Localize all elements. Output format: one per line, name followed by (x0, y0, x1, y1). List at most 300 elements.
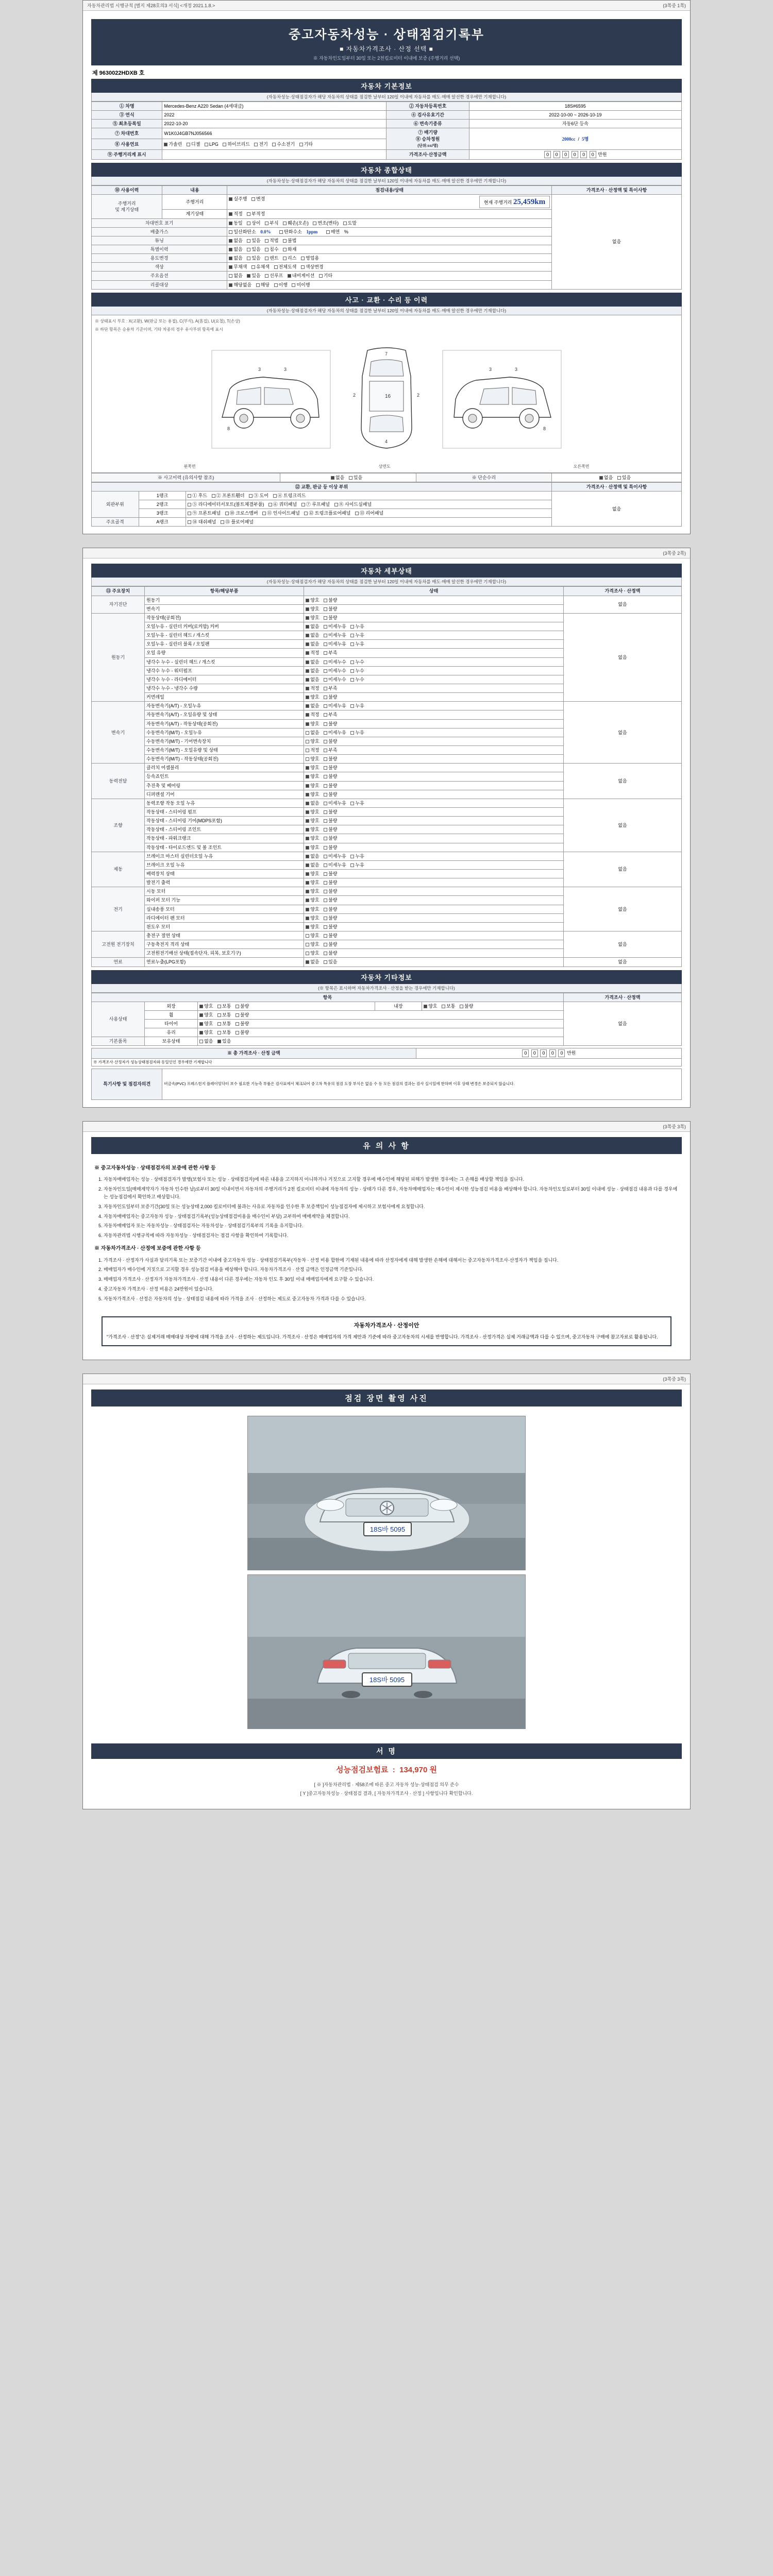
opt-leak[interactable] (350, 632, 364, 638)
opt-none[interactable] (306, 730, 319, 736)
opt-bad[interactable] (324, 826, 337, 833)
vin-opt-altered[interactable] (313, 220, 339, 226)
color-opt-full-repaint[interactable] (274, 264, 297, 270)
opt-micro-leak-label: 미세누유 (328, 730, 346, 735)
frame-item-side-sill-panel-label: ⑧ 사이드실패널 (339, 502, 372, 507)
opt-micro-leak[interactable] (324, 800, 346, 806)
basic-label-fuel: ⑧ 사용연료 (92, 139, 162, 150)
opt-insufficient[interactable] (324, 685, 337, 691)
basic-label-displacement (386, 128, 469, 149)
opt-good[interactable] (306, 915, 319, 921)
opt-leak[interactable] (350, 668, 364, 674)
detail-opts-st-0 (304, 799, 564, 807)
sheet-4-topbar (83, 1374, 690, 1384)
emission-opt-co-label: 일산화탄소 (233, 229, 256, 234)
opt-leak[interactable] (350, 853, 364, 859)
options-opt-etc-label: 기타 (323, 273, 333, 279)
table-row (92, 195, 682, 210)
opt-good[interactable] (306, 818, 319, 824)
frame-item-inside-panel[interactable] (262, 510, 300, 516)
opt-none[interactable] (306, 703, 319, 709)
options-opt-etc[interactable] (319, 273, 332, 279)
opt-micro-leak-label: 미세누유 (328, 641, 346, 647)
disp-label-text: ⑦ 배기량 (418, 130, 438, 135)
opt-leak[interactable] (350, 730, 364, 736)
opt-good-label: 양호 (310, 951, 320, 956)
opt-none[interactable] (306, 862, 319, 868)
etc-item-interior: 내장 (375, 1002, 422, 1010)
odo-opt-changed[interactable] (251, 196, 265, 202)
options-opt-none-label: 없음 (233, 273, 243, 279)
special-opt-fire[interactable] (283, 246, 296, 252)
frame-item-trunk-lid[interactable] (273, 493, 306, 499)
frame-items-4 (186, 518, 552, 527)
detail-group-powertrain: 동력전달 (92, 764, 145, 799)
opt-normal[interactable] (217, 1029, 231, 1036)
emission-smoke-value: % (344, 229, 348, 234)
accident-legend-1: ※ 상태표시 부호 : X(교환), W(판금 또는 용접), C(부식), A(흠집), U(요철), T(손상) (95, 318, 240, 324)
detail-item-engine-5: 냉각수 누수 - 실린더 헤드 / 개스킷 (145, 657, 304, 666)
detail-price-transmission: 없음 (563, 702, 681, 764)
opt-micro-leak[interactable] (324, 641, 346, 647)
opt-bad[interactable] (324, 606, 337, 612)
vin-opt-same[interactable] (229, 220, 242, 226)
opt-good[interactable] (306, 897, 319, 903)
recall-opt-applicable[interactable] (256, 282, 270, 288)
vin-opt-altered-label: 변조(변타) (317, 220, 339, 226)
opt-none[interactable] (306, 800, 319, 806)
frame-item-cross-member[interactable] (225, 510, 258, 516)
list-item: 2. 매매업자가 매수인에 거짓으로 고지할 경우 성능점검 비용을 배상해야 합니다. 자동차가격조사 · 산정 금액은 인정금액 기준입니다. (104, 1266, 679, 1274)
opt-micro-leak-label: 미세누유 (328, 703, 346, 709)
options-opt-navigation[interactable] (288, 273, 314, 279)
opt-good[interactable] (306, 950, 319, 956)
opt-leak[interactable] (350, 800, 364, 806)
sheet-3 (82, 1121, 691, 1360)
opt-micro-leak[interactable] (324, 623, 346, 630)
basic-label-car-name: ① 차명 (92, 102, 162, 111)
frame-item-front-panel[interactable] (188, 510, 221, 516)
detail-item-st-4: 작동상태 - 파워크랭크 (145, 834, 304, 843)
opt-good[interactable] (199, 1021, 213, 1027)
opt-bad-label: 불량 (328, 897, 338, 903)
opt-normal[interactable] (217, 1021, 231, 1027)
opt-good[interactable] (306, 606, 319, 612)
opt-bad[interactable] (236, 1021, 249, 1027)
tuning-opt-legal[interactable] (265, 238, 278, 244)
photo-list (91, 1406, 682, 1738)
tuning-opt-illegal[interactable] (283, 238, 296, 244)
opt-bad[interactable] (324, 941, 337, 947)
opt-good-label: 양호 (310, 756, 320, 762)
vin-opt-erased[interactable] (343, 220, 357, 226)
special-opt-yes[interactable] (247, 246, 260, 252)
opt-good[interactable] (199, 1029, 213, 1036)
opt-micro-leak[interactable] (324, 632, 346, 638)
tuning-opt-yes-label: 있음 (251, 238, 261, 243)
opt-leak[interactable] (350, 641, 364, 647)
opt-good-label: 양호 (310, 721, 320, 726)
opt-none[interactable] (306, 641, 319, 647)
special-opt-none-label: 없음 (233, 246, 243, 252)
frame-item-roof-panel-label: ⑦ 루프패널 (306, 502, 330, 507)
opt-none-label: 없음 (310, 624, 320, 630)
opt-insufficient[interactable] (324, 650, 337, 656)
detail-opts-pt-1 (304, 772, 564, 781)
opt-bad-label: 불량 (328, 738, 338, 744)
opt-none[interactable] (306, 676, 319, 683)
options-opt-sunroof[interactable] (265, 273, 283, 279)
odo-opt-actual[interactable] (229, 196, 247, 202)
opt-micro-leak[interactable] (324, 668, 346, 674)
opt-good[interactable] (306, 765, 319, 771)
opt-good[interactable] (306, 879, 319, 886)
frame-item-hood[interactable] (188, 493, 207, 499)
tuning-opt-none[interactable] (229, 238, 242, 244)
frame-cat-exterior: 외판부위 (92, 491, 139, 517)
opt-bad-label: 불량 (328, 827, 338, 833)
opt-adequate[interactable] (306, 747, 319, 753)
opt-bad-label: 불량 (328, 791, 338, 797)
usechange-opt-yes-label: 있음 (251, 256, 261, 261)
document-number: 제 9630022HDXB 호 (92, 70, 145, 76)
opt-bad[interactable] (324, 738, 337, 744)
opt-bad[interactable] (324, 950, 337, 956)
detail-item-pt-0: 클러치 어셈블리 (145, 764, 304, 772)
opt-bad[interactable] (324, 721, 337, 727)
disp-unit-text: (단위:cc/명) (417, 143, 438, 148)
opt-good[interactable] (424, 1003, 437, 1009)
opt-good[interactable] (306, 783, 319, 789)
color-opt-chromatic[interactable] (251, 264, 270, 270)
recall-opt-done[interactable] (274, 282, 288, 288)
opt-adequate[interactable] (306, 650, 319, 656)
opt-good[interactable] (306, 773, 319, 779)
meter-opt-bad[interactable] (247, 211, 265, 217)
etc-item-glass: 유리 (145, 1028, 198, 1037)
basic-value-odometer (162, 149, 386, 159)
opt-bad[interactable] (324, 773, 337, 779)
emission-opt-hc[interactable] (279, 229, 302, 235)
opt-bad[interactable] (236, 1012, 249, 1018)
notice-head-1: ※ 중고자동차성능 · 상태점검자의 보증에 관한 사항 등 (94, 1165, 216, 1171)
options-opt-yes[interactable] (247, 273, 260, 279)
etc-price-note: 없음 (563, 1002, 681, 1046)
opt-good[interactable] (306, 791, 319, 798)
options-opt-none[interactable] (229, 273, 242, 279)
table-row (92, 120, 682, 128)
tuning-opt-legal-label: 적법 (270, 238, 279, 243)
opt-adequate[interactable] (306, 711, 319, 718)
opt-normal[interactable] (217, 1012, 231, 1018)
accident-q2-yes[interactable] (617, 474, 631, 481)
opt-bad[interactable] (324, 906, 337, 912)
opt-bad[interactable] (324, 924, 337, 930)
opt-good[interactable] (306, 756, 319, 762)
frame-item-front-panel-label: ⑨ 프론트패널 (192, 511, 221, 516)
opt-good[interactable] (306, 738, 319, 744)
etc-cat-basic-items: 기본품목 (92, 1037, 145, 1046)
etc-item-tire: 타이어 (145, 1019, 198, 1028)
detail-opts-pt-2 (304, 781, 564, 790)
etc-item-possession: 보유상태 (145, 1037, 198, 1046)
detail-group-self-diagnosis: 자기진단 (92, 596, 145, 613)
section-detail-header: 자동차 세부상태 (91, 564, 682, 578)
fuel-option-diesel[interactable] (187, 141, 200, 147)
detail-group-engine: 원동기 (92, 613, 145, 701)
frame-item-dash-panel[interactable] (188, 519, 216, 525)
usechange-opt-rent[interactable] (265, 255, 278, 261)
opt-bad[interactable] (460, 1003, 473, 1009)
frame-item-floor-panel[interactable] (221, 519, 254, 525)
overall-row-color-opts (227, 263, 552, 272)
opt-bad[interactable] (324, 897, 337, 903)
opt-micro-leak[interactable] (324, 676, 346, 683)
opt-good-label: 양호 (310, 738, 320, 744)
opt-adequate[interactable] (306, 685, 319, 691)
opt-none[interactable] (199, 1038, 213, 1044)
opt-leak[interactable] (350, 676, 364, 683)
inspection-insurance-fee-label: 성능점검보험료 (336, 1765, 389, 1774)
opt-leak[interactable] (350, 703, 364, 709)
opt-leak-label: 누유 (355, 853, 364, 859)
car-diagram-captions (95, 464, 678, 469)
opt-leak[interactable] (350, 862, 364, 868)
frame-item-quarter-panel[interactable] (268, 501, 297, 507)
detail-group-electric: 전기 (92, 887, 145, 931)
opt-none-label: 없음 (204, 1039, 213, 1044)
usechange-opt-none[interactable] (229, 255, 242, 261)
opt-good[interactable] (306, 888, 319, 894)
detail-opts-engine-5 (304, 657, 564, 666)
detail-group-transmission: 변속기 (92, 702, 145, 764)
opt-good[interactable] (306, 906, 319, 912)
sheet-1-topbar (83, 1, 690, 11)
vin-opt-corroded[interactable] (265, 220, 278, 226)
opt-bad-label: 불량 (328, 818, 338, 824)
detail-opts-engine-2 (304, 631, 564, 640)
color-opt-achromatic[interactable] (229, 264, 247, 270)
frame-item-radiator-support[interactable] (188, 501, 264, 507)
opt-none[interactable] (306, 668, 319, 674)
opt-bad[interactable] (324, 809, 337, 815)
opt-micro-leak[interactable] (324, 659, 346, 665)
page-number-1: (3쪽중 1쪽) (663, 3, 686, 8)
recall-opt-na[interactable] (229, 282, 251, 288)
fuel-option-lpg[interactable] (205, 141, 219, 147)
list-item: 3. 자동차인도일부터 보증기간(30일 또는 성능상태 2,000 킬로미터에 불과는 사유로 자동차를 인수한 후 보증책임이 성능점검자에 제시하고 보험사에게 요청합니다. (104, 1203, 679, 1211)
opt-micro-leak[interactable] (324, 730, 346, 736)
fuel-option-hydrogen[interactable] (272, 141, 295, 147)
opt-bad[interactable] (324, 818, 337, 824)
vin-opt-erased-label: 도말 (347, 220, 357, 226)
table-row (92, 473, 682, 482)
opt-good[interactable] (306, 826, 319, 833)
people-label-text: ⑧ 승차정원 (415, 136, 440, 142)
overall-row-tuning-opts (227, 236, 552, 245)
fuel-option-ev[interactable] (254, 141, 267, 147)
opt-adequate-label: 적정 (310, 712, 320, 718)
fuel-option-other[interactable] (299, 141, 313, 147)
opt-bad[interactable] (324, 765, 337, 771)
frame-item-door[interactable] (249, 493, 268, 499)
opt-bad-label: 불량 (328, 942, 338, 947)
opt-bad[interactable] (324, 791, 337, 798)
emission-opt-co[interactable] (229, 229, 256, 235)
opt-none[interactable] (306, 659, 319, 665)
overall-row-odometer-label: 주행거리 및 계기상태 (92, 195, 162, 218)
opt-bad[interactable] (324, 933, 337, 939)
detail-price-brake: 없음 (563, 852, 681, 887)
frame-item-trunk-floor[interactable] (304, 510, 350, 516)
etc-item-exterior: 외장 (145, 1002, 198, 1010)
opt-normal[interactable] (217, 1003, 231, 1009)
price-survey-definition-box (102, 1316, 671, 1346)
fuel-option-hybrid[interactable] (223, 141, 249, 147)
opt-good[interactable] (306, 835, 319, 841)
opt-yes[interactable] (217, 1038, 231, 1044)
opt-good[interactable] (306, 871, 319, 877)
detail-opts-el-3 (304, 913, 564, 922)
detail-item-engine-0: 작동상태(공회전) (145, 613, 304, 622)
list-item: 1. 자동차매매업자는 성능 · 상태점검자가 발행(보험사 또는 성능 · 상태점검자)에 따른 내용을 고지하지 아니하거나 거짓으로 고지할 경우에 매수인에 해당된 피해가 발생한 경우에는 그 손해를 배상할 책임을 집니다. (104, 1176, 679, 1183)
opt-micro-leak[interactable] (324, 703, 346, 709)
detail-item-trans-6: 수동변속기(M/T) - 작동상태(공회전) (145, 755, 304, 764)
opt-bad-label: 불량 (328, 774, 338, 779)
opt-good[interactable] (306, 721, 319, 727)
opt-micro-leak[interactable] (324, 853, 346, 859)
accident-q2-none[interactable] (599, 474, 613, 481)
usechange-opt-business-label: 영업용 (305, 256, 320, 261)
fuel-option-gasoline[interactable] (164, 141, 182, 147)
etc-info-table (91, 993, 682, 1046)
opt-bad[interactable] (324, 888, 337, 894)
opt-good[interactable] (306, 615, 319, 621)
opt-none[interactable] (306, 959, 319, 965)
opt-good[interactable] (199, 1012, 213, 1018)
caption-top: 상면도 (378, 464, 391, 469)
frame-parts-table (91, 482, 682, 527)
detail-item-trans-3: 수동변속기(M/T) - 오일누유 (145, 728, 304, 737)
opt-good[interactable] (306, 809, 319, 815)
opt-bad[interactable] (324, 915, 337, 921)
list-item: 2. 자동차인도일(매매계약자가 자동차 인수한 날)로부터 30일 이내이면서 자동차의 주행거리가 2천 킬로미터 이내에 자동차의 성능 · 상태가 다른 경우, 자동차매매업자는 매수인이 제시한 성능점검 비용을 배상해야 합니다. 자동차인도일로부터 30일 이내에 성능 · 상태점검 내용과 다를 경우에는 성능점검에서 확인하고 배상합니다. (104, 1185, 679, 1201)
usechange-opt-business[interactable] (301, 255, 319, 261)
opt-leak[interactable] (350, 659, 364, 665)
opt-bad[interactable] (324, 615, 337, 621)
color-opt-full-repaint-label: 전체도색 (278, 264, 297, 270)
opt-good[interactable] (306, 924, 319, 930)
etc-item-wheel: 휠 (145, 1010, 198, 1019)
opt-good-label: 양호 (310, 606, 320, 612)
opt-bad[interactable] (236, 1029, 249, 1036)
svg-text:3: 3 (284, 366, 287, 372)
opt-bad[interactable] (324, 597, 337, 603)
total-price-note: ※ 가격조사·산정자가 성능상태점검자와 동일인인 경우에만 기재합니다 (92, 1058, 682, 1066)
opt-micro-leak[interactable] (324, 862, 346, 868)
vin-opt-damaged[interactable] (283, 220, 309, 226)
opt-good[interactable] (306, 694, 319, 700)
accident-legend-2: ※ 하단 항목은 승용차 기준이며, 기타 차종의 경우 유사부위 항목에 표시 (95, 327, 223, 332)
svg-text:8: 8 (543, 426, 546, 431)
inspection-insurance-fee-value: 134,970 원 (399, 1765, 437, 1774)
frame-item-side-sill-panel[interactable] (334, 501, 372, 507)
usechange-opt-yes[interactable] (247, 255, 260, 261)
usechange-opt-lease[interactable] (283, 255, 296, 261)
svg-text:3: 3 (258, 366, 261, 372)
basic-value-car-name: Mercedes-Benz A220 Sedan (4세대급) (162, 102, 386, 111)
opt-bad[interactable] (324, 879, 337, 886)
document-title: 중고자동차성능 · 상태점검기록부 (289, 28, 484, 42)
opt-good[interactable] (306, 597, 319, 603)
basic-value-plate: 18S#6595 (469, 102, 681, 111)
tuning-opt-illegal-label: 불법 (288, 238, 297, 243)
table-row (92, 764, 682, 772)
opt-adequate-label: 적정 (310, 748, 320, 753)
opt-bad-label: 불량 (328, 809, 338, 815)
opt-bad-label: 불량 (328, 880, 338, 886)
opt-normal[interactable] (442, 1003, 455, 1009)
opt-good[interactable] (199, 1003, 213, 1009)
recall-opt-notdone[interactable] (292, 282, 310, 288)
emission-opt-smoke[interactable] (326, 229, 340, 235)
basic-label-first-reg: ⑤ 최초등록일 (92, 120, 162, 128)
opt-none[interactable] (306, 853, 319, 859)
detail-opts-pt-0 (304, 764, 564, 772)
detail-item-trans-1: 자동변속기(A/T) - 오일유량 및 상태 (145, 710, 304, 719)
opt-bad[interactable] (324, 783, 337, 789)
opt-insufficient[interactable] (324, 747, 337, 753)
fuel-option-hydrogen-label: 수소전기 (277, 141, 295, 147)
detail-item-br-1: 브레이크 오일 누유 (145, 860, 304, 869)
opt-bad[interactable] (324, 694, 337, 700)
accident-q1-none[interactable] (331, 474, 344, 481)
overall-row-options-label: 주요옵션 (92, 272, 227, 280)
color-opt-changed[interactable] (301, 264, 324, 270)
opt-good[interactable] (306, 941, 319, 947)
opt-bad[interactable] (324, 871, 337, 877)
opt-bad[interactable] (324, 844, 337, 851)
opt-leak[interactable] (350, 623, 364, 630)
section-accident-header: 사고 · 교환 · 수리 등 이력 (91, 293, 682, 307)
opt-insufficient[interactable] (324, 711, 337, 718)
list-item: 1. 가격조사 · 산정자가 사실과 달리기록 또는 보증기간 이내에 중고자동차 성능 · 상태점검기록부(자동차 · 산정 비용 합한에 기재된 내용에 따라 산정자에게 대해 발생한 손해에 대해서는 중고자동차가격조사·산정자가 책임을 집니다. (104, 1257, 679, 1264)
detail-item-el-1: 와이퍼 모터 기능 (145, 896, 304, 905)
accident-q1-yes[interactable] (349, 474, 362, 481)
frame-item-rear-panel[interactable] (355, 510, 383, 516)
opt-none[interactable] (306, 623, 319, 630)
detail-price-steering: 없음 (563, 799, 681, 852)
vin-opt-diff[interactable] (247, 220, 260, 226)
detail-item-pt-2: 추진축 및 베어링 (145, 781, 304, 790)
opt-bad[interactable] (324, 756, 337, 762)
tuning-opt-yes[interactable] (247, 238, 260, 244)
opt-bad-label: 불량 (328, 597, 338, 603)
frame-item-roof-panel[interactable] (301, 501, 330, 507)
svg-text:3: 3 (515, 366, 518, 372)
opt-bad[interactable] (236, 1003, 249, 1009)
frame-item-front-fender[interactable] (212, 493, 245, 499)
opt-good[interactable] (306, 933, 319, 939)
detail-opts-el-2 (304, 905, 564, 913)
special-opt-none[interactable] (229, 246, 242, 252)
opt-none[interactable] (306, 632, 319, 638)
opt-good[interactable] (306, 844, 319, 851)
opt-bad[interactable] (324, 835, 337, 841)
opt-yes[interactable] (324, 959, 337, 965)
special-opt-flood[interactable] (265, 246, 278, 252)
meter-opt-ok[interactable] (229, 211, 242, 217)
